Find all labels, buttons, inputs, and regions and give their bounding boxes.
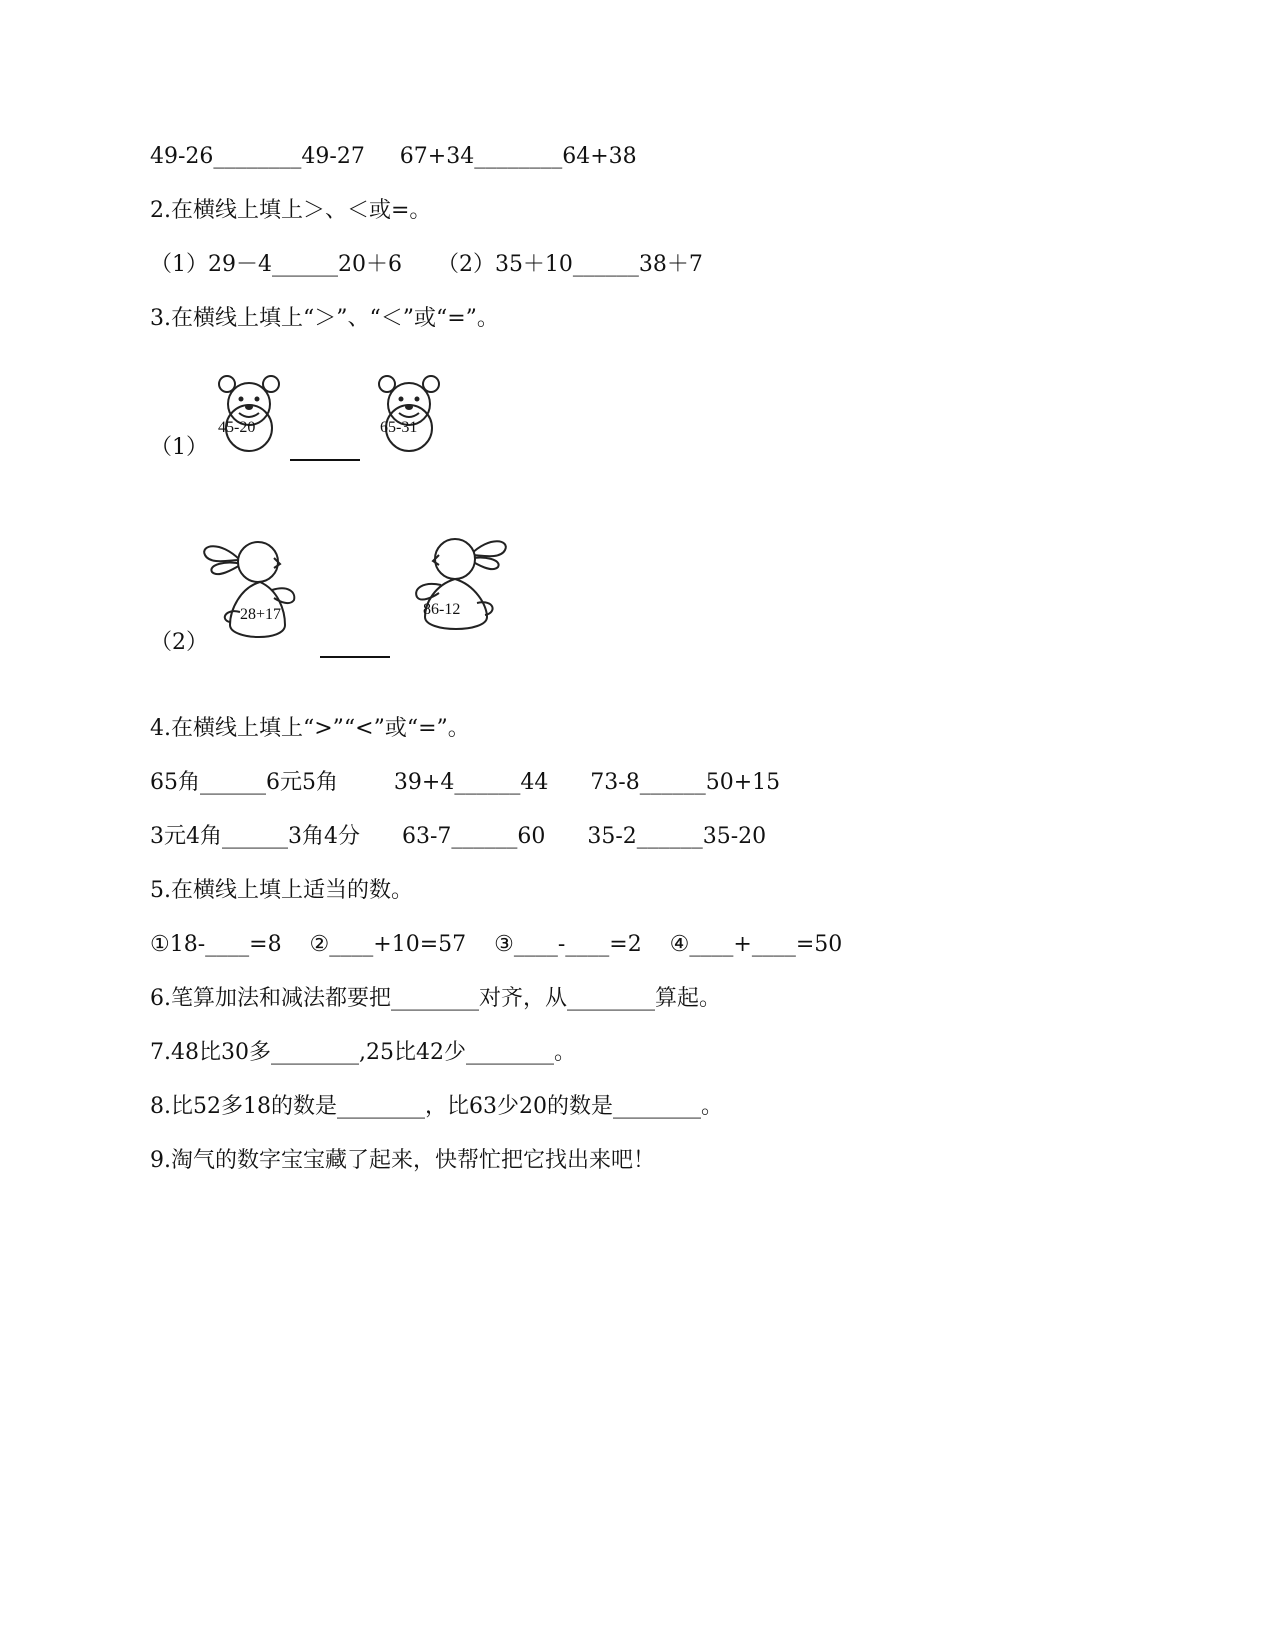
question-5-title: 5.在横线上填上适当的数。 (150, 878, 413, 903)
bear-left-expression: 45-20 (218, 419, 256, 436)
rabbit-right-expression: 86-12 (423, 601, 461, 618)
question-5-items: ①18-____=8 ②____+10=57 ③____-____=2 ④____+____=50 (150, 932, 843, 957)
question-3-part1-label: （1） (150, 435, 208, 460)
bear-right-expression: 65-31 (380, 419, 418, 436)
question-6: 6.笔算加法和减法都要把________对齐，从________算起。 (150, 986, 721, 1011)
question-4-title: 4.在横线上填上“>”“<”或“=”。 (150, 716, 470, 741)
question-3-part2-label: （2） (150, 630, 208, 655)
question-2-items: （1）29－4______20＋6 （2）35＋10______38＋7 (150, 252, 703, 277)
question-2-title: 2.在横线上填上＞、＜或=。 (150, 198, 432, 223)
question-7: 7.48比30多________,25比42少________。 (150, 1040, 576, 1065)
bear-figure-right (374, 372, 444, 452)
rabbit-left-expression: 28+17 (240, 606, 282, 623)
rabbit-figure-right (405, 525, 515, 640)
rabbit-figure-left (200, 530, 310, 645)
question-8: 8.比52多18的数是________，比63少20的数是________。 (150, 1094, 723, 1119)
question-4-row-1: 65角______6元5角 39+4______44 73-8______50+15 (150, 770, 781, 795)
question-9: 9.淘气的数字宝宝藏了起来，快帮忙把它找出来吧！ (150, 1148, 655, 1173)
question-4-row-2: 3元4角______3角4分 63-7______60 35-2______35-20 (150, 824, 767, 849)
answer-blank-q3-2[interactable] (320, 656, 390, 658)
answer-blank-q3-1[interactable] (290, 459, 360, 461)
bear-figure-left (214, 372, 284, 452)
question-3-title: 3.在横线上填上“＞”、“＜”或“=”。 (150, 306, 499, 331)
compare-row-0: 49-26________49-27 67+34________64+38 (150, 144, 637, 169)
